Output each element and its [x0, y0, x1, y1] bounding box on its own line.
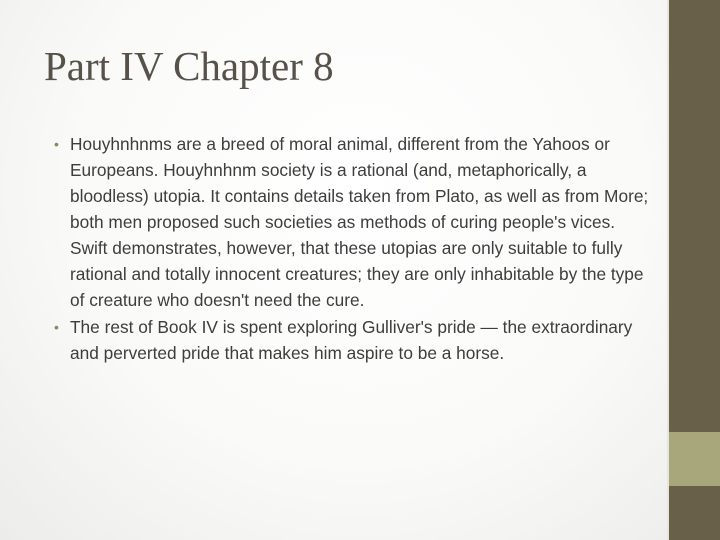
bullet-marker: • — [54, 319, 59, 335]
bullet-marker: • — [54, 136, 59, 152]
slide-body — [54, 131, 654, 366]
bullet-item-houyhnhnms — [54, 131, 654, 313]
bullet-text: The rest of Book IV is spent exploring Gulliver's pride — the extraordinary and perverted pride that makes him aspire to be a horse. — [70, 317, 633, 363]
bullet-text: Houyhnhnms are a breed of moral animal, different from the Yahoos or Europeans. Houyhnhnm society is a rational (and, metaphorically, a bloodless) utopia. It contains details taken from Plato, as well as from More; both men proposed such societies as methods of curing people's vices. Swift demonstrates, however, that these utopias are only suitable to fully rational and totally innocent creatures; they are only inhabitable by the type of creature who doesn't need the cure. — [70, 134, 649, 310]
bullet-item-gulliver-pride — [54, 314, 654, 366]
sidebar-dark-panel — [669, 0, 720, 432]
sidebar-bottom-panel — [669, 486, 720, 540]
slide-title: Part IV Chapter 8 — [44, 43, 334, 89]
bullet-list — [54, 131, 654, 366]
sidebar-accent-panel — [669, 432, 720, 486]
decorative-sidebar — [667, 0, 720, 540]
